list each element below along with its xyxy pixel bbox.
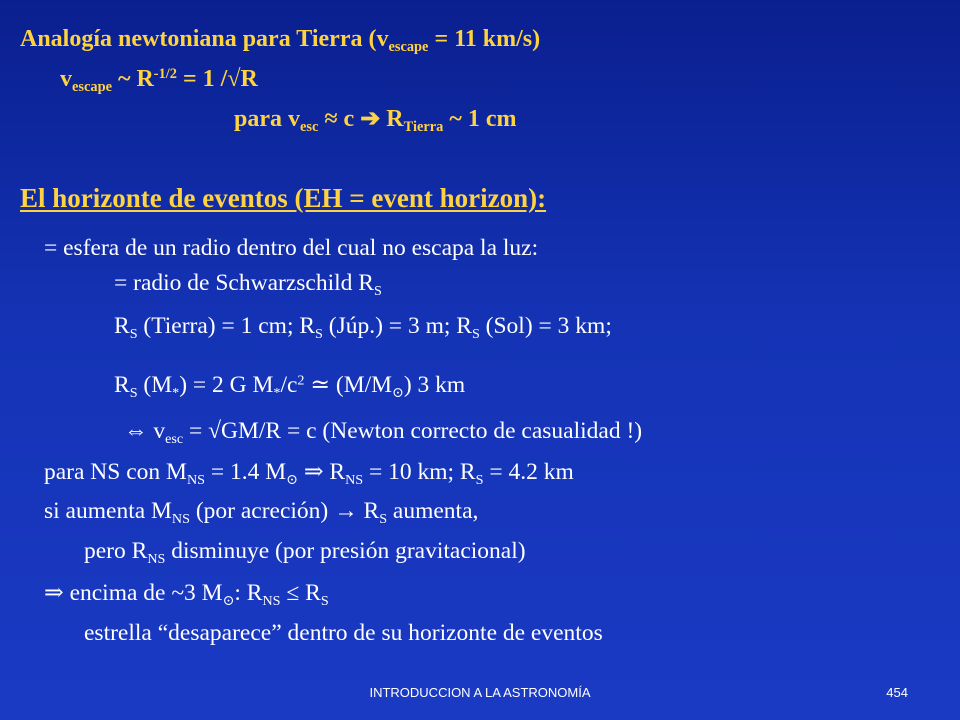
text-line-accretion: si aumenta $M_{NS}$ (por acreción) → $R_S$ aumenta,: [44, 498, 479, 527]
text-line-sphere: = esfera de un radio dentro del cual no escapa la luz:: [44, 235, 539, 261]
footer-course-title: INTRODUCCION A LA ASTRONOMÍA: [369, 685, 591, 700]
earth-radius-condition: para $v_{esc} \approx c$ ➔ $R_{Tierra}$ ~ 1 cm: [234, 106, 517, 136]
text-line-newton: ⇔ $v_{esc} = √GM/R = c$ (Newton correcto de casualidad !): [124, 418, 643, 447]
heading-newtonian-analogy: Analogía newtoniana para Tierra ($v_{escape} = 11$ km/s): [20, 26, 541, 56]
page-number: 454: [886, 685, 908, 700]
text-line-threshold: ⇒ encima de ~3 $M_⊙$: $R_{NS} \le R_S$: [44, 580, 329, 609]
text-line-schwarzschild: = radio de Schwarzschild $R_S$: [114, 270, 382, 299]
text-line-pressure: pero $R_{NS}$ disminuye (por presión gravitacional): [84, 538, 526, 567]
escape-velocity-relation: $v_{escape}$ ~ $R^{-1/2} = 1$ /√R: [60, 66, 258, 96]
section-title-event-horizon: El horizonte de eventos (EH = event horizon):: [20, 183, 547, 213]
text-line-examples: $R_S$ (Tierra) = 1 cm; $R_S$ (Júp.) = 3 m; $R_S$ (Sol) = 3 km;: [114, 313, 612, 342]
text-line-disappears: estrella “desaparece” dentro de su horizonte de eventos: [84, 620, 603, 646]
text-line-neutron-star: para NS con $M_{NS} = 1.4$ $M_⊙$ ⇒ $R_{NS} = 10$ km; $R_S = 4.2$ km: [44, 459, 574, 488]
text-line-formula: $R_S$ $(M_*) = 2$ G $M_*/c^2$ ≃ $(M/M_⊙)$ 3 km: [114, 372, 466, 401]
